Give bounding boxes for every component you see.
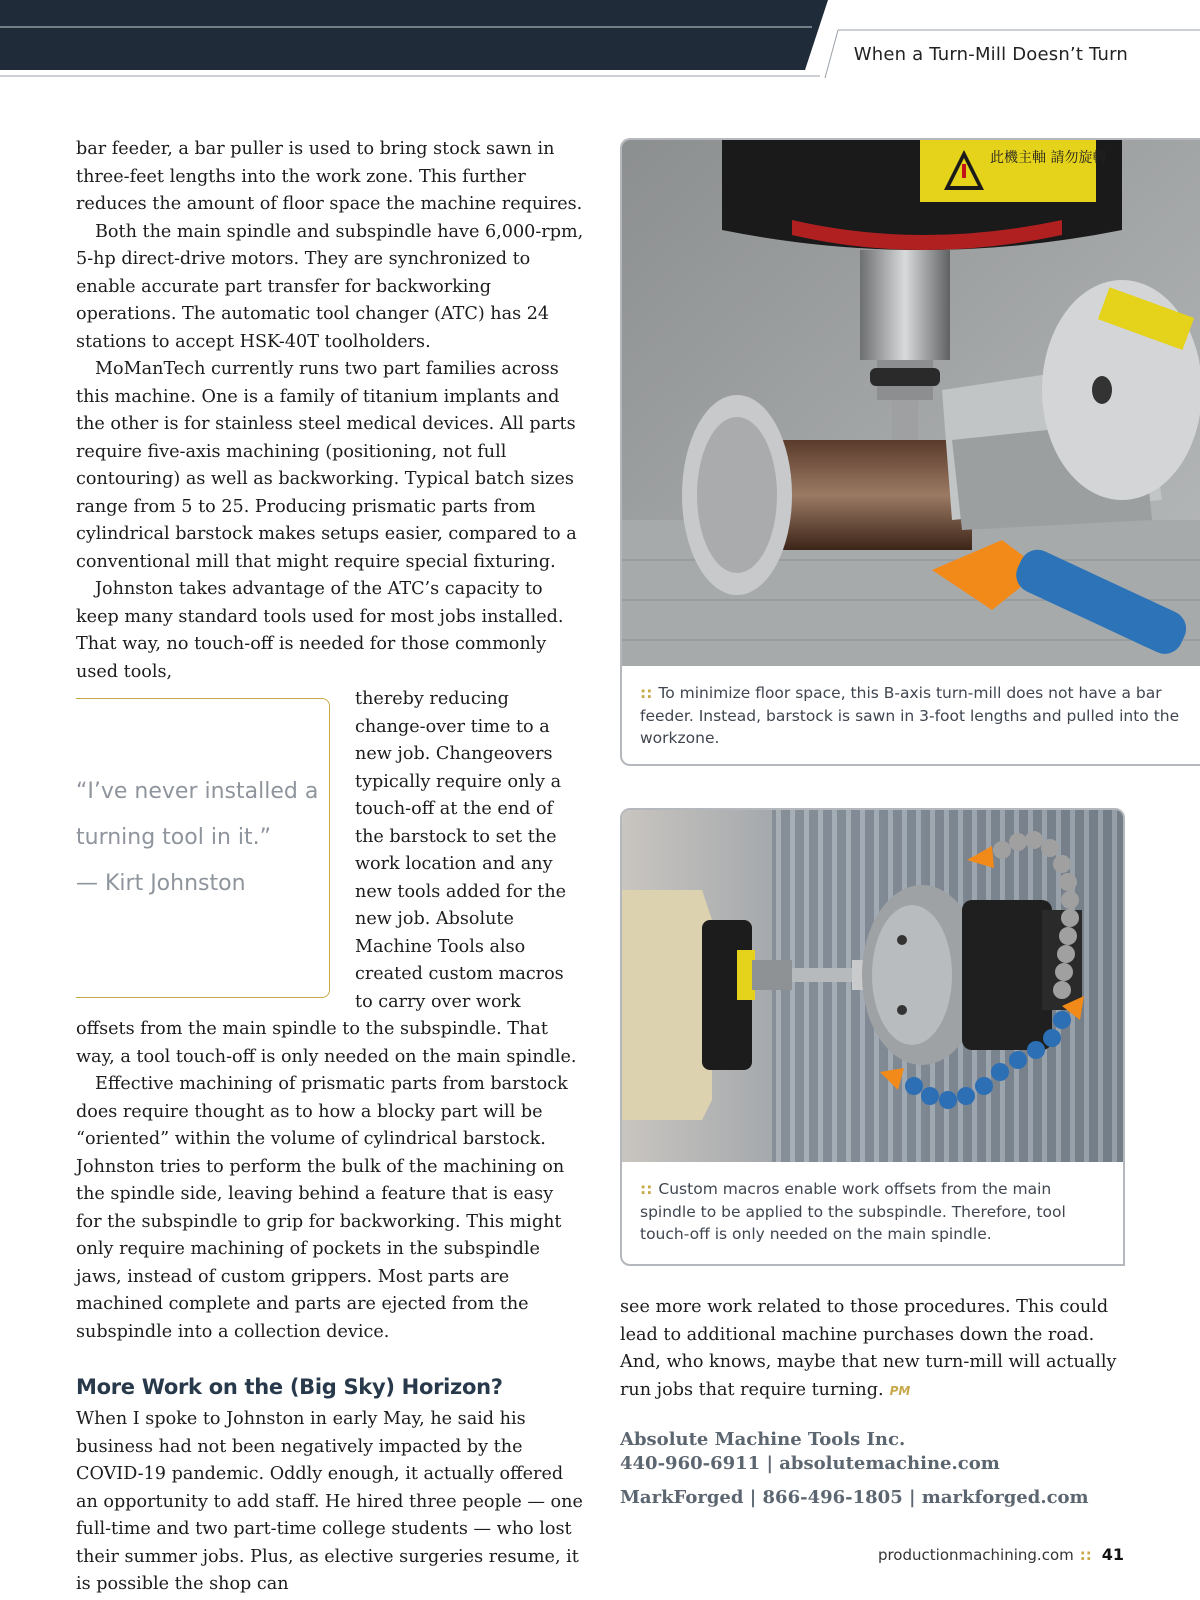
footer-site: productionmachining.com	[877, 1546, 1074, 1564]
caption-marker: ::	[640, 684, 653, 702]
end-mark: PM	[889, 1383, 911, 1398]
body-paragraph: Effective machining of prismatic parts from barstock does require thought as to how a blocky part will be “oriented” within the volume of cylindrical barstock. Johnston tries to perform the bulk of the machining on the spindle side, leaving behind a feature that is easy for the subspindle to grip for backworking. This might only require machining of pockets in the subspindle jaws, instead of custom grippers. Most parts are machined complete and parts are ejected from the subspindle into a collection device.	[76, 1074, 568, 1342]
body-paragraph: Both the main spindle and subspindle have 6,000-rpm, 5-hp direct-drive motors. They are synchronized to enable accurate part transfer for backworking operations. The automatic tool changer (ATC) has 24 stations to accept HSK-40T toolholders.	[76, 221, 584, 352]
caption-marker: ::	[640, 1180, 653, 1198]
caption-text: Custom macros enable work offsets from the main spindle to be applied to the subspindle. Therefore, tool touch-off is only needed on the main spindle.	[640, 1180, 1066, 1243]
right-column-text	[620, 1294, 1120, 1405]
photo-caption	[622, 1162, 1123, 1246]
section-subhead: More Work on the (Big Sky) Horizon?	[76, 1375, 503, 1399]
pull-quote-line: turning tool in it.”	[76, 825, 272, 850]
body-paragraph: When I spoke to Johnston in early May, he said his business had not been negatively impacted by the COVID-19 pandemic. Oddly enough, it actually offered an opportunity to add staff. He hired three people — one full-time and two part-time college students — who lost their summer jobs. Plus, as elective surgeries resume, it is possible the shop can	[76, 1409, 583, 1594]
body-paragraph	[620, 1294, 1120, 1405]
resource-contacts	[620, 1428, 1140, 1510]
running-title: When a Turn-Mill Doesn’t Turn	[853, 44, 1128, 65]
pull-quote-box	[76, 698, 330, 998]
pull-quote	[76, 769, 319, 907]
contact-details: MarkForged | 866-496-1805 | markforged.com	[620, 1487, 1089, 1508]
contact-details: 440-960-6911 | absolutemachine.com	[620, 1453, 1000, 1474]
pull-quote-line: “I’ve never installed a	[76, 779, 319, 804]
body-paragraph: bar feeder, a bar puller is used to bring stock sawn in three-feet lengths into the work zone. This further reduces the amount of floor space the machine requires.	[76, 139, 583, 214]
footer-separator: ::	[1079, 1546, 1092, 1564]
left-column	[76, 136, 584, 1599]
caption-text: To minimize floor space, this B-axis turn-mill does not have a bar feeder. Instead, barstock is sawn in 3-foot lengths and pulled into the workzone.	[640, 684, 1180, 747]
contact-name: Absolute Machine Tools Inc.	[620, 1429, 906, 1450]
page-footer	[878, 1545, 1124, 1564]
body-paragraph: MoManTech currently runs two part families across this machine. One is a family of titanium implants and the other is for stainless steel medical devices. All parts require five-axis machining (positioning, not full contouring) as well as backworking. Typical batch sizes range from 5 to 25. Producing prismatic parts from cylindrical barstock makes setups easier, compared to a conventional mill that might require special fixturing.	[76, 359, 577, 572]
header-band	[0, 0, 1200, 80]
photo-figure-1	[620, 138, 1200, 766]
pull-quote-attribution: — Kirt Johnston	[76, 871, 246, 896]
subspindle-photo	[622, 810, 1123, 1162]
turn-mill-spindle-photo	[622, 140, 1200, 666]
photo-figure-2	[620, 808, 1125, 1266]
continuation-text: see more work related to those procedures. This could lead to additional machine purchases down the road. And, who knows, maybe that new turn-mill will actually run jobs that require turning.	[620, 1297, 1117, 1400]
body-paragraph-wrap: thereby reducing change-over time to a new job. Changeovers typically require only a touch-off at the end of the barstock to set the work location and any new tools added for the new job. Absolute Machine Tools also created custom macros to carry over work offsets from the main spindle to the subspindle. That way, a tool touch-off is only needed on the main spindle.	[76, 689, 577, 1067]
body-paragraph-lead: Johnston takes advantage of the ATC’s capacity to keep many standard tools used for most jobs installed. That way, no touch-off is needed for those commonly used tools,	[76, 579, 564, 682]
page-number: 41	[1101, 1545, 1124, 1564]
photo-caption	[622, 666, 1200, 750]
warning-label-text: 此機主軸 請勿旋轉	[990, 150, 1107, 166]
